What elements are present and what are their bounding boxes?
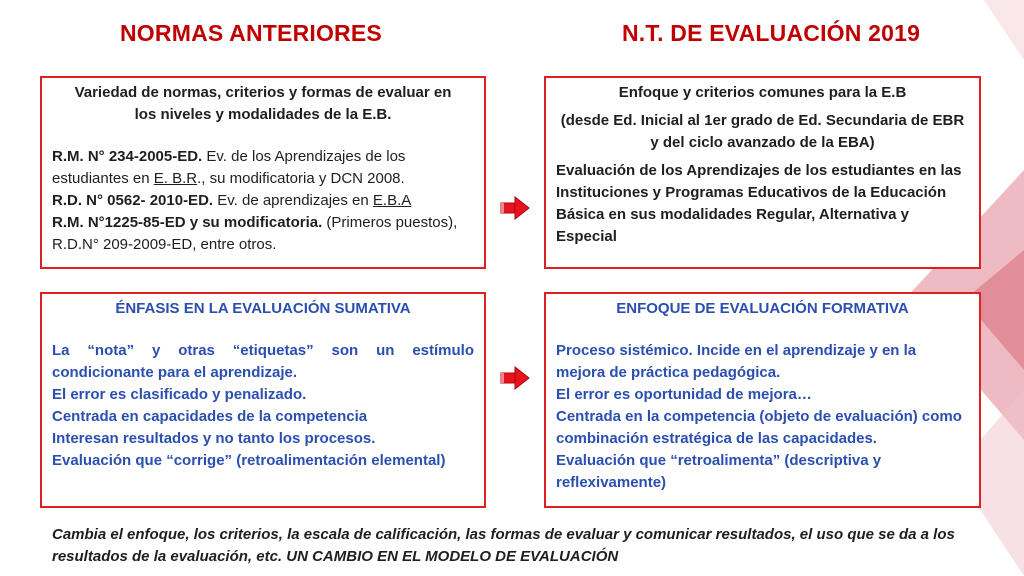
eba-link: E.B.A bbox=[372, 192, 412, 209]
summative-item: La “nota” y otras “etiquetas” son un estímulo condicionante para el aprendizaje. bbox=[52, 342, 474, 381]
norm-rm-234 bbox=[52, 146, 474, 190]
intro-line-2: los niveles y modalidades de la E.B. bbox=[134, 106, 392, 123]
right-arrow-icon bbox=[500, 366, 530, 390]
new-norm-title: Enfoque y criterios comunes para la E.B bbox=[618, 84, 907, 101]
summative-item: Interesan resultados y no tanto los procesos. bbox=[52, 430, 376, 447]
rm1-text-a: Ev. de los Aprendizajes de los estudiantes en bbox=[52, 148, 406, 187]
formative-item: Evaluación que “retroalimenta” (descriptiva y reflexivamente) bbox=[556, 452, 882, 491]
new-norm-box bbox=[544, 76, 981, 269]
rd-code: R.D. N° 0562- 2010-ED. bbox=[52, 192, 214, 209]
formative-title: ENFOQUE DE EVALUACIÓN FORMATIVA bbox=[616, 300, 909, 317]
formative-item: Proceso sistémico. Incide en el aprendizaje y en la mejora de práctica pedagógica. bbox=[556, 342, 917, 381]
rm1-code: R.M. N° 234-2005-ED. bbox=[52, 148, 203, 165]
ebr-link: E. B.R bbox=[153, 170, 198, 187]
summative-item: Centrada en capacidades de la competencia bbox=[52, 408, 368, 425]
intro-line-1: Variedad de normas, criterios y formas de evaluar en bbox=[74, 84, 452, 101]
summative-title: ÉNFASIS EN LA EVALUACIÓN SUMATIVA bbox=[115, 300, 411, 317]
norm-rm-1225 bbox=[52, 212, 474, 256]
summative-item: Evaluación que “corrige” (retroalimentación elemental) bbox=[52, 452, 446, 469]
summative-evaluation-box bbox=[40, 292, 486, 508]
left-heading: NORMAS ANTERIORES bbox=[120, 20, 382, 46]
formative-item: Centrada en la competencia (objeto de evaluación) como combinación estratégica de las capacidades. bbox=[556, 408, 962, 447]
new-norm-subtitle: (desde Ed. Inicial al 1er grado de Ed. Secundaria de EBR y del ciclo avanzado de la EBA) bbox=[560, 112, 965, 151]
rm2-text: (Primeros puestos), R.D.N° 209-2009-ED, entre otros. bbox=[52, 214, 458, 253]
rd-text: Ev. de aprendizajes en bbox=[213, 192, 373, 209]
formative-item: El error es oportunidad de mejora… bbox=[556, 386, 812, 403]
right-heading: N.T. DE EVALUACIÓN 2019 bbox=[622, 20, 921, 46]
norm-rd-0562 bbox=[52, 190, 474, 212]
summative-item: El error es clasificado y penalizado. bbox=[52, 386, 307, 403]
footer-conclusion: Cambia el enfoque, los criterios, la escala de calificación, las formas de evaluar y comunicar resultados, el uso que se da a los resultados de la evaluación, etc. UN CAMBIO EN EL MODELO DE EVALUACIÓN bbox=[52, 526, 955, 565]
right-arrow-icon bbox=[500, 196, 530, 220]
new-norm-body: Evaluación de los Aprendizajes de los estudiantes en las Instituciones y Programas Educativos de la Educación Básica en sus modalidades Regular, Alternativa y Especial bbox=[556, 162, 962, 245]
rm2-code: R.M. N°1225-85-ED y su modificatoria. bbox=[52, 214, 323, 231]
formative-evaluation-box bbox=[544, 292, 981, 508]
rm1-text-b: ., su modificatoria y DCN 2008. bbox=[197, 170, 405, 187]
previous-norms-box bbox=[40, 76, 486, 269]
